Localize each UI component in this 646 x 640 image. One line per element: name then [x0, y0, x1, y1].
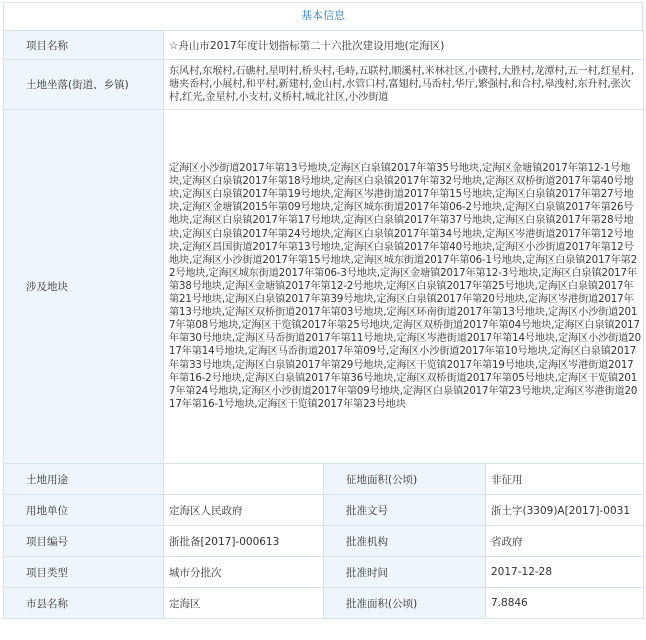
table-row [4, 110, 644, 464]
location-label: 土地坐落(街道、乡镇) [4, 60, 164, 110]
table-row [4, 464, 644, 495]
project-code-label: 项目编号 [4, 526, 164, 557]
land-use-label: 土地用途 [4, 464, 164, 495]
requisition-area-label: 征地面积(公顷) [324, 464, 486, 495]
land-user-value: 定海区人民政府 [164, 495, 324, 526]
approval-org-label: 批准机构 [324, 526, 486, 557]
plots-label: 涉及地块 [4, 110, 164, 464]
table-row [4, 588, 644, 619]
table-row [4, 495, 644, 526]
approval-area-value: 7.8846 [486, 588, 644, 619]
approval-org-value: 省政府 [486, 526, 644, 557]
basic-info-panel [3, 2, 643, 619]
approval-doc-label: 批准文号 [324, 495, 486, 526]
approval-area-label: 批准面积(公顷) [324, 588, 486, 619]
location-value: 东风村,东堠村,石礁村,星明村,桥头村,毛峙,五联村,顺溪村,米林社区,小碶村,大胜村,龙潭村,五一村,红星村,塘夹岙村,小展村,和平村,新建村,金山村,水管口村,富翅村,马岙村,华厅,繁强村,和合村,皋洩村,东升村,张次村,红光,金星村,小支村,义桥村,城北社区,小沙街道 [164, 60, 644, 110]
project-type-value: 城市分批次 [164, 557, 324, 588]
approval-time-value: 2017-12-28 [486, 557, 644, 588]
panel-title: 基本信息 [3, 2, 643, 30]
table-row [4, 31, 644, 60]
basic-info-table [3, 30, 644, 619]
project-type-label: 项目类型 [4, 557, 164, 588]
approval-time-label: 批准时间 [324, 557, 486, 588]
project-code-value: 浙批备[2017]-000613 [164, 526, 324, 557]
approval-doc-value: 浙土字(3309)A[2017]-0031 [486, 495, 644, 526]
county-name-label: 市县名称 [4, 588, 164, 619]
table-row [4, 60, 644, 110]
table-row [4, 526, 644, 557]
project-name-value: ☆舟山市2017年度计划指标第二十六批次建设用地(定海区) [164, 31, 644, 60]
table-row [4, 557, 644, 588]
land-user-label: 用地单位 [4, 495, 164, 526]
requisition-area-value: 非征用 [486, 464, 644, 495]
plots-value: 定海区小沙街道2017年第13号地块,定海区白泉镇2017年第35号地块,定海区金塘镇2017年第12-1号地块,定海区白泉镇2017年第18号地块,定海区白泉镇2017年第32号地块,定海区双桥街道2017年第40号地块,定海区白泉镇2017年第19号地块,定海区岑港街道2017年第15号地块,定海区白泉镇2017年第27号地块,定海区金塘镇2015年第09号地块,定海区城东街道2017年第06-2号地块,定海区白泉镇2017年第26号地块,定海区白泉镇2017年第17号地块,定海区白泉镇2017年第37号地块,定海区白泉镇2017年第28号地块,定海区白泉镇2017年第24号地块,定海区白泉镇2017年第34号地块,定海区岑港街道2017年第12号地块,定海区昌国街道2017年第13号地块,定海区白泉镇2017年第40号地块,定海区小沙街道2017年第12号地块,定海区小沙街道2017年第15号地块,定海区城东街道2017年第06-1号地块,定海区白泉镇2017年第22号地块,定海区城东街道2017年第06-3号地块,定海区金塘镇2017年第12-3号地块,定海区白泉镇2017年第38号地块,定海区金塘镇2017年第12-2号地块,定海区白泉镇2017年第25号地块,定海区白泉镇2017年第21号地块,定海区白泉镇2017年第39号地块,定海区白泉镇2017年第20号地块,定海区岑港街道2017年第13号地块,定海区双桥街道2017年第03号地块,定海区环南街道2017年第13号地块,定海区小沙街道2017年第08号地块,定海区干览镇2017年第25号地块,定海区双桥街道2017年第04号地块,定海区白泉镇2017年第30号地块,定海区马岙街道2017年第11号地块,定海区岑港街道2017年第14号地块,定海区小沙街道2017年第14号地块,定海区马岙街道2017年第09号,定海区小沙街道2017年第10号地块,定海区白泉镇2017年第33号地块,定海区白泉镇2017年第29号地块,定海区干览镇2017年第19号地块,定海区岑港街道2017年第16-2号地块,定海区白泉镇2017年第36号地块,定海区双桥街道2017年第05号地块,定海区干览镇2017年第24号地块,定海区小沙街道2017年第09号地块,定海区白泉镇2017年第23号地块,定海区岑港街道2017年第16-1号地块,定海区干览镇2017年第23号地块 [164, 110, 644, 464]
project-name-label: 项目名称 [4, 31, 164, 60]
land-use-value [164, 464, 324, 495]
county-name-value: 定海区 [164, 588, 324, 619]
